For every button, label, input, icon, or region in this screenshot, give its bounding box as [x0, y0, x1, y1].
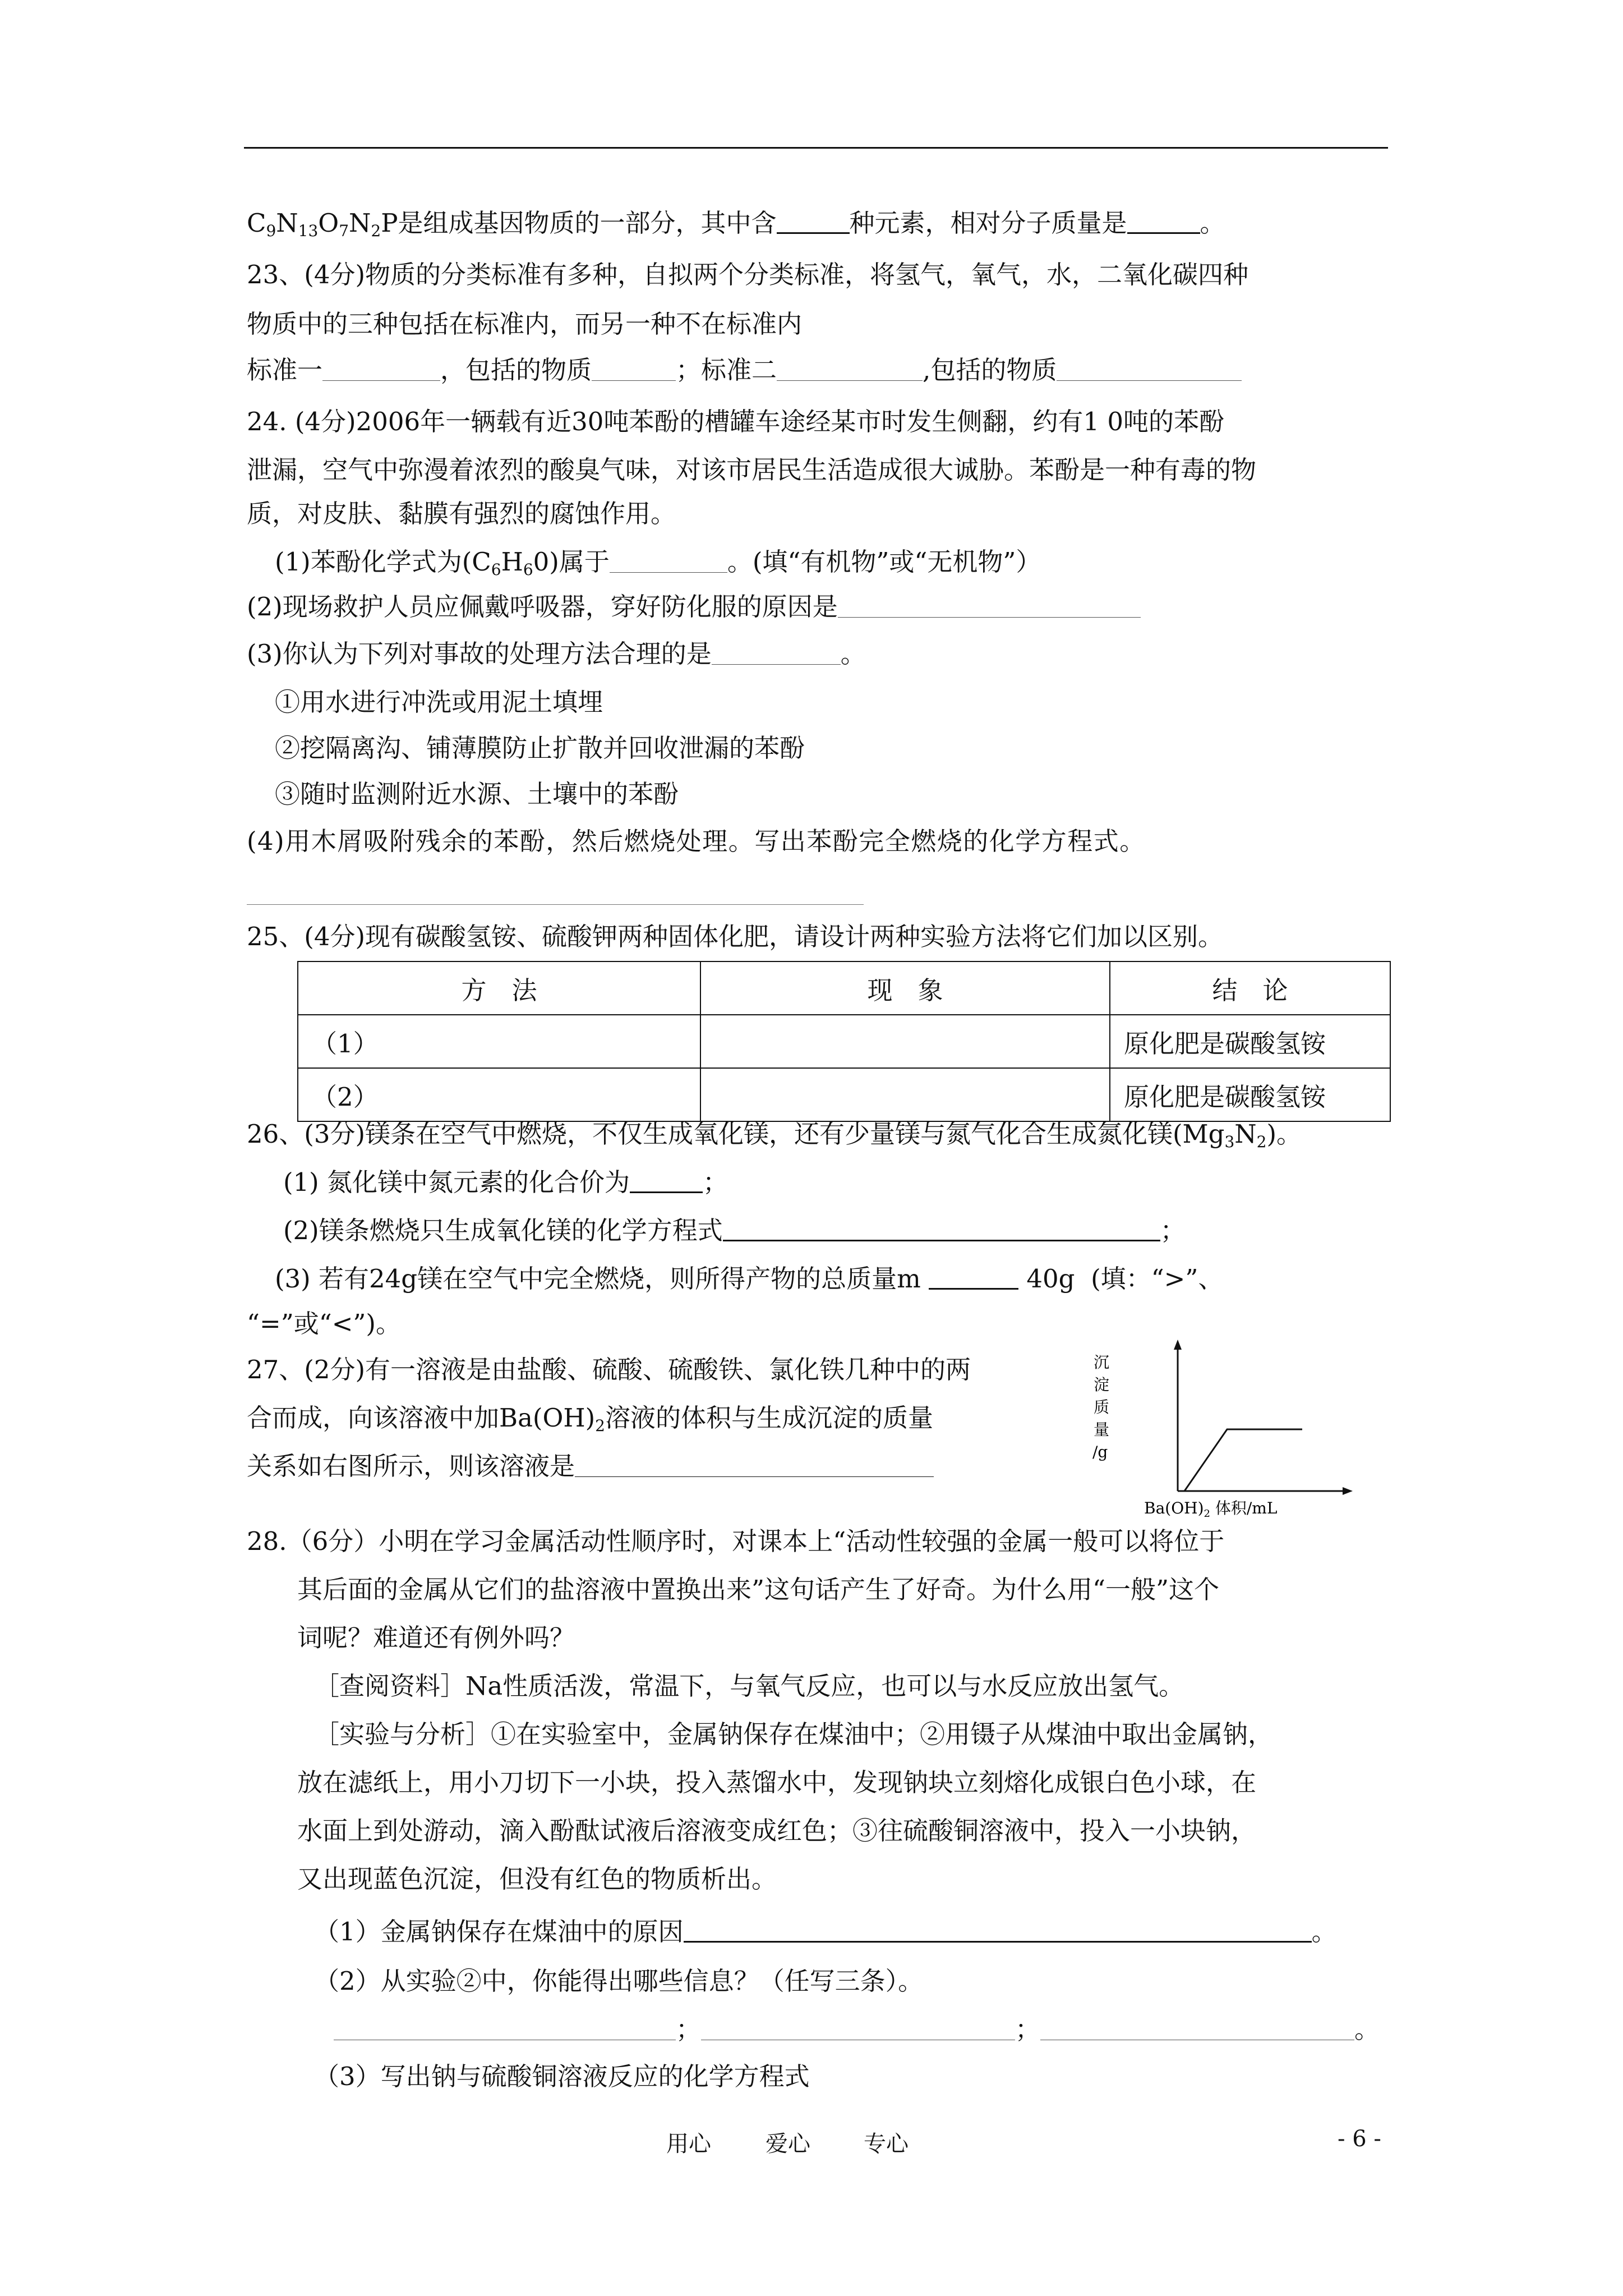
x-axis-arrow [1343, 1487, 1353, 1495]
q24-option2: ②挖隔离沟、铺薄膜防止扩散并回收泄漏的苯酚 [275, 733, 805, 763]
answer-blank[interactable] [712, 642, 841, 665]
y-axis-label-char: 质 [1094, 1398, 1110, 1416]
answer-blank[interactable] [777, 358, 923, 381]
method-cell[interactable]: （2） [298, 1068, 700, 1121]
answer-blank[interactable] [838, 595, 1141, 618]
q26-sub3: (3) 若有24g镁在空气中完全燃烧，则所得产物的总质量m 40g (填：“>”、 [275, 1264, 1224, 1294]
q23-line2: 物质中的三种包括在标准内，而另一种不在标准内 [247, 309, 803, 339]
precipitate-volume-graph [1082, 1335, 1396, 1520]
q24-answer-line[interactable] [247, 904, 864, 905]
answer-blank[interactable] [322, 358, 440, 381]
q24-option1: ①用水进行冲洗或用泥土填埋 [275, 687, 603, 717]
y-axis-label-char: 沉 [1094, 1353, 1110, 1372]
answer-blank[interactable] [1040, 2017, 1354, 2040]
answer-blank[interactable] [929, 1266, 1018, 1290]
answer-blank[interactable] [630, 1169, 703, 1193]
x-axis-label: $Ba(OH)_2$ 体积/mL [1144, 1499, 1278, 1520]
conclusion-cell: 原化肥是碳酸氢铵 [1110, 1015, 1390, 1068]
q28-line3: 词呢？难道还有例外吗？ [297, 1623, 575, 1653]
q26-sub1: (1) 氮化镁中氮元素的化合价为 ； [283, 1167, 728, 1197]
y-axis-label-char: /g [1092, 1443, 1108, 1461]
q28-sub2: （2）从实验②中，你能得出哪些信息？（任写三条）。 [314, 1966, 924, 1996]
q24-sub1: (1)苯酚化学式为$(C_6H_60)$属于 。(填“有机物”或“无机物”） [275, 547, 1041, 579]
table-row [298, 1068, 1390, 1121]
answer-blank[interactable] [610, 550, 727, 573]
footer-motto-2: 爱心 [766, 2131, 810, 2157]
answer-blank[interactable] [701, 2017, 1015, 2040]
q24-option3: ③随时监测附近水源、土壤中的苯酚 [275, 779, 679, 809]
answer-blank[interactable] [723, 1217, 1160, 1241]
q22-line: $C_9N_{13}O_7N_2P$是组成基因物质的一部分，其中含 种元素，相对分子质量是 。 [247, 208, 1225, 240]
q28-line5: ［实验与分析］①在实验室中，金属钠保存在煤油中；②用镊子从煤油中取出金属钠， [314, 1719, 1274, 1749]
q24-sub4: (4)用木屑吸附残余的苯酚，然后燃烧处理。写出苯酚完全燃烧的化学方程式。 [247, 826, 1146, 856]
q24-line2: 泄漏，空气中弥漫着浓烈的酸臭气味，对该市居民生活造成很大诚胁。苯酚是一种有毒的物 [247, 455, 1257, 485]
answer-blank[interactable] [592, 358, 676, 381]
q28-line7: 水面上到处游动，滴入酚酞试液后溶液变成红色；③往硫酸铜溶液中，投入一小块钠， [297, 1816, 1257, 1846]
method-cell[interactable]: （1） [298, 1015, 700, 1068]
q26-intro: 26、(3分)镁条在空气中燃烧，不仅生成氧化镁，还有少量镁与氮气化合生成氮化镁$(Mg_3N_2)$。 [247, 1119, 1302, 1151]
q28-sub3: （3）写出钠与硫酸铜溶液反应的化学方程式 [314, 2062, 810, 2091]
q28-line1: 28.（6分）小明在学习金属活动性顺序时，对课本上“活动性较强的金属一般可以将位于 [247, 1526, 1225, 1556]
q25-intro: 25、(4分)现有碳酸氢铵、硫酸钾两种固体化肥，请设计两种实验方法将它们加以区别。 [247, 922, 1224, 951]
answer-blank[interactable] [1057, 358, 1242, 381]
q23-line3: 标准一 ，包括的物质 ；标准二 ,包括的物质 [247, 353, 1242, 387]
answer-blank[interactable] [1127, 210, 1200, 234]
page-number: - 6 - [1338, 2126, 1381, 2152]
q24-sub2: (2)现场救护人员应佩戴呼吸器，穿好防化服的原因是 [247, 590, 1141, 624]
phenomenon-cell[interactable] [700, 1015, 1110, 1068]
q26-sub2: (2)镁条燃烧只生成氧化镁的化学方程式 ； [283, 1216, 1186, 1245]
table-header-row [298, 961, 1390, 1015]
q28-sub1: （1）金属钠保存在煤油中的原因 。 [314, 1917, 1337, 1947]
y-axis-arrow [1174, 1340, 1182, 1350]
q24-line3: 质，对皮肤、黏膜有强烈的腐蚀作用。 [247, 499, 676, 528]
q23-line1: 23、(4分)物质的分类标准有多种，自拟两个分类标准，将氢气，氧气，水，二氧化碳四种 [247, 260, 1249, 289]
q28-line6: 放在滤纸上，用小刀切下一小块，投入蒸馏水中，发现钠块立刻熔化成银白色小球，在 [297, 1768, 1257, 1797]
y-axis-label-char: 淀 [1094, 1375, 1110, 1394]
column-header-conclusion: 结 论 [1110, 961, 1390, 1015]
y-axis-label-char: 量 [1094, 1420, 1110, 1439]
q24-line1: 24. (4分)2006年一辆载有近30吨苯酚的槽罐车途经某市时发生侧翻，约有1 0吨的苯酚 [247, 407, 1224, 436]
table-row [298, 1015, 1390, 1068]
phenomenon-cell[interactable] [700, 1068, 1110, 1121]
conclusion-cell: 原化肥是碳酸氢铵 [1110, 1068, 1390, 1121]
q28-line4: ［查阅资料］Na性质活泼，常温下，与氧气反应，也可以与水反应放出氢气。 [314, 1671, 1184, 1701]
answer-blank[interactable] [334, 2017, 676, 2040]
q28-line2: 其后面的金属从它们的盐溶液中置换出来”这句话产生了好奇。为什么用“一般”这个 [297, 1575, 1220, 1604]
q27-line2: 合而成，向该溶液中加$Ba(OH)_2$溶液的体积与生成沉淀的质量 [247, 1403, 933, 1435]
q27-line1: 27、(2分)有一溶液是由盐酸、硫酸、硫酸铁、氯化铁几种中的两 [247, 1355, 971, 1384]
header-rule [244, 147, 1388, 149]
precipitate-curve [1184, 1429, 1302, 1491]
q24-sub3: (3)你认为下列对事故的处理方法合理的是 。 [247, 639, 866, 669]
column-header-phenomenon: 现 象 [700, 961, 1110, 1015]
footer-motto-3: 专心 [864, 2131, 909, 2157]
answer-blank[interactable] [575, 1454, 934, 1477]
column-header-method: 方 法 [298, 961, 700, 1015]
q26-sub3-cont: “=”或“<”)。 [247, 1309, 401, 1338]
answer-blank[interactable] [684, 1918, 1312, 1943]
q28-line8: 又出现蓝色沉淀，但没有红色的物质析出。 [297, 1864, 777, 1894]
q28-sub2-blanks: ； ； 。 [334, 2013, 1380, 2046]
answer-blank[interactable] [777, 210, 850, 234]
experiment-table [297, 961, 1391, 1122]
q27-line3: 关系如右图所示，则该溶液是 [247, 1450, 934, 1483]
footer-motto-1: 用心 [666, 2131, 711, 2157]
